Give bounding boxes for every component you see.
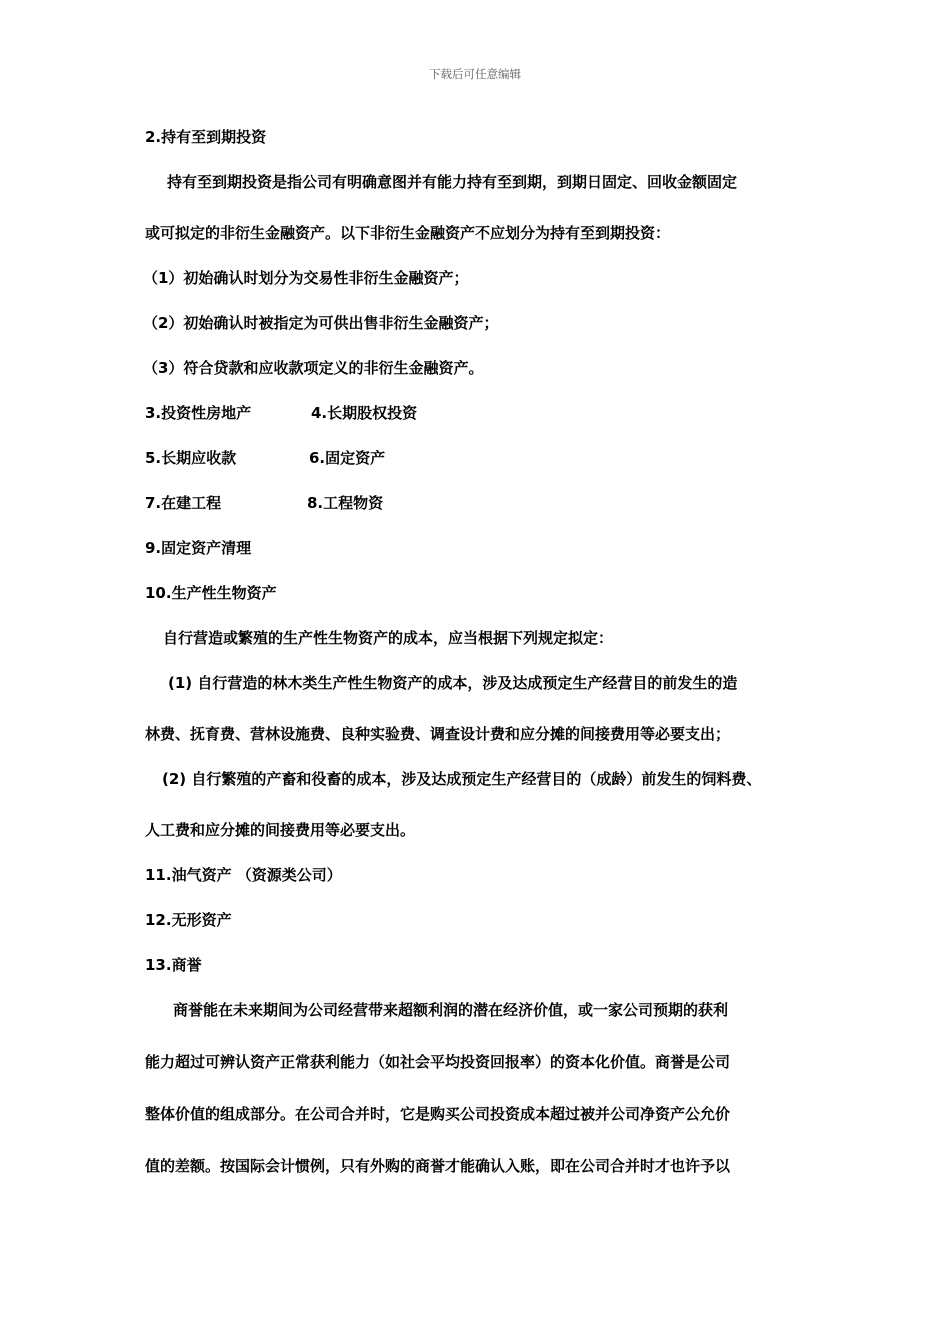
section-5-title: 5.长期应收款 [145,449,237,467]
section-10-item-1-line-2: 林费、抚育费、营林设施费、良种实验费、调查设计费和应分摊的间接费用等必要支出； [145,725,731,743]
section-4-title: 4.长期股权投资 [311,404,418,422]
section-12-title: 12.无形资产 [145,911,232,929]
section-10-item-2-line-1: (2) 自行繁殖的产畜和役畜的成本，涉及达成预定生产经营目的（成龄）前发生的饲料费、 [162,770,762,788]
section-6-title: 6.固定资产 [309,449,386,467]
section-2-item-3: （3）符合贷款和应收款项定义的非衍生金融资产。 [143,359,484,377]
section-8-title: 8.工程物资 [307,494,384,512]
section-9-title: 9.固定资产清理 [145,539,252,557]
section-7-title: 7.在建工程 [145,494,222,512]
section-11-title: 11.油气资产 （资源类公司） [145,866,342,884]
section-3-title: 3.投资性房地产 [145,404,252,422]
section-2-paragraph-line-1: 持有至到期投资是指公司有明确意图并有能力持有至到期，到期日固定、回收金额固定 [167,173,738,191]
section-10-item-2-line-2: 人工费和应分摊的间接费用等必要支出。 [145,821,416,839]
section-2-paragraph-line-2: 或可拟定的非衍生金融资产。以下非衍生金融资产不应划分为持有至到期投资： [145,224,671,242]
section-2-item-2: （2）初始确认时被指定为可供出售非衍生金融资产； [143,314,499,332]
section-13-paragraph-line-1: 商誉能在未来期间为公司经营带来超额利润的潜在经济价值，或一家公司预期的获利 [173,1001,729,1019]
section-10-title: 10.生产性生物资产 [145,584,277,602]
section-2-title: 2.持有至到期投资 [145,128,267,146]
section-13-paragraph-line-2: 能力超过可辨认资产正常获利能力（如社会平均投资回报率）的资本化价值。商誉是公司 [145,1053,731,1071]
section-13-paragraph-line-4: 值的差额。按国际会计惯例，只有外购的商誉才能确认入账，即在公司合并时才也许予以 [145,1157,731,1175]
section-13-paragraph-line-3: 整体价值的组成部分。在公司合并时，它是购买公司投资成本超过被并公司净资产公允价 [145,1105,731,1123]
page-header: 下载后可任意编辑 [429,67,521,81]
section-2-item-1: （1）初始确认时划分为交易性非衍生金融资产； [143,269,469,287]
section-10-item-1-line-1: (1) 自行营造的林木类生产性生物资产的成本，涉及达成预定生产经营目的前发生的造 [168,674,738,692]
section-13-title: 13.商誉 [145,956,202,974]
section-10-intro: 自行营造或繁殖的生产性生物资产的成本，应当根据下列规定拟定： [163,629,614,647]
